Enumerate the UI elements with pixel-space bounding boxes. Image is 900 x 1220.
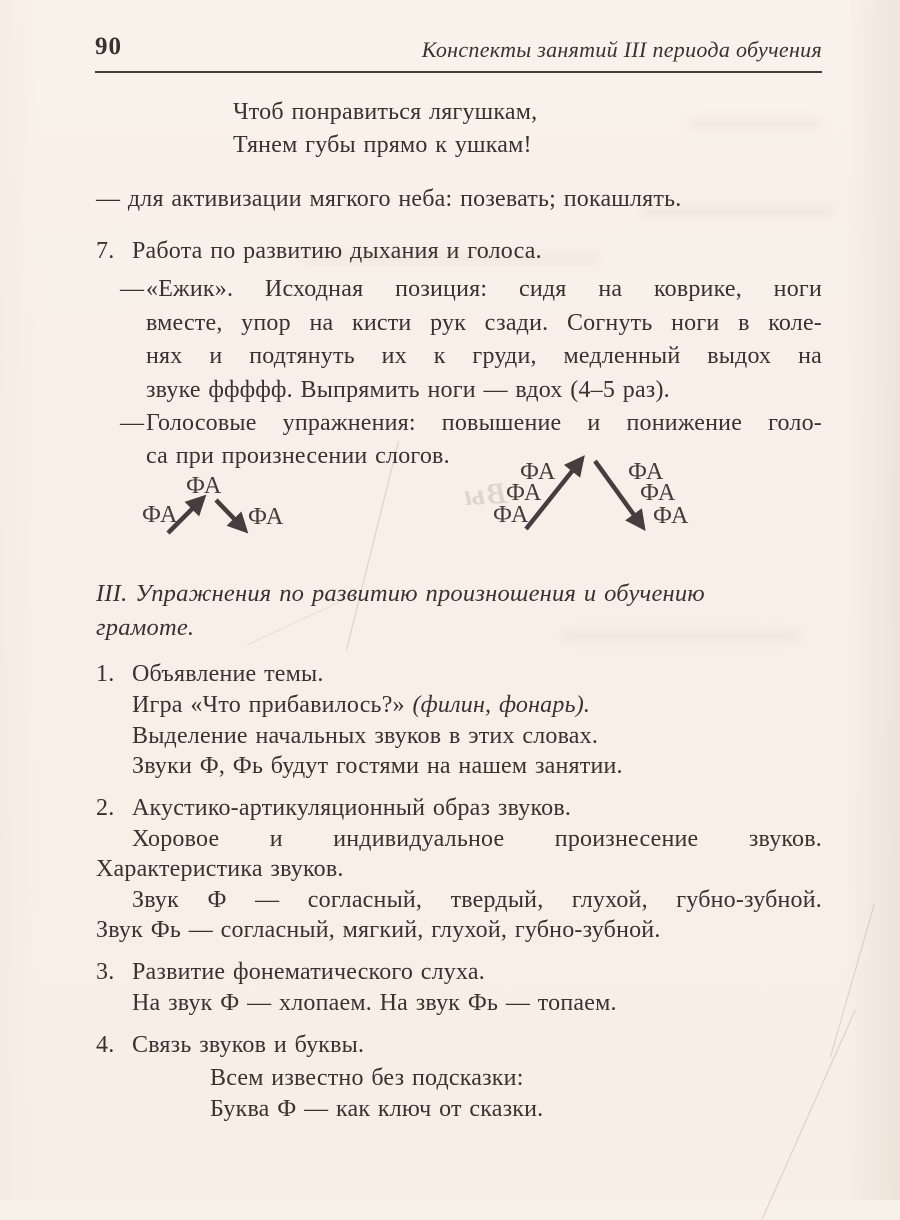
text-line: нях и подтянуть их к груди, медленный выдох на [146,343,822,369]
item-4-title [96,1032,822,1059]
text-line: Хоровое и индивидуальное произнесение звуков. [132,825,822,852]
text-line: вместе, упор на кисти рук сзади. Согнуть ноги в коле- [146,309,822,336]
running-title: Конспекты занятий III периода обучения [421,37,822,62]
item-number: 1. [96,661,115,687]
bleedthrough-smudge [690,118,820,130]
pitch-diagram [96,448,822,560]
page-number: 90 [95,33,122,60]
bleedthrough-text: Вы [461,476,508,513]
item-number: 2. [96,795,115,821]
fa-syllable: ФА [628,459,664,485]
text-line: Выделение начальных звуков в этих словах. [132,722,599,749]
text-line: звуке ффффф. Выпрямить ноги — вдох (4–5 раз). [146,376,670,403]
item-title: Акустико-артикуляционный образ звуков. [132,795,572,821]
text-line: Звук Фь — согласный, мягкий, глухой, губно-зубной. [96,917,661,944]
item-title: Развитие фонематического слуха. [132,959,485,985]
poem-line: Буква Ф — как ключ от сказки. [210,1096,544,1122]
game-words-italic: (филин, фонарь). [412,691,591,718]
fa-syllable: ФА [653,503,689,529]
fa-syllable: ФА [520,459,556,485]
item-2 [96,793,822,946]
text-line [96,690,822,721]
item-title: Работа по развитию дыхания и голоса. [132,238,542,264]
letter-poem [210,1063,543,1125]
fa-syllable: ФА [248,504,284,530]
poem-line: Чтоб понравиться лягушкам, [233,99,538,125]
text-line: Звук Ф — согласный, твердый, глухой, губно-зубной. [132,886,822,913]
item-number: 4. [96,1032,115,1058]
item-7-title [96,238,822,265]
fa-syllable: ФА [640,480,676,506]
text-line: Звуки Ф, Фь будут гостями на нашем занятии. [132,753,623,780]
item-3 [96,957,822,1019]
item-number: 7. [96,238,115,264]
item-1 [96,659,822,782]
poem-line: Тянем губы прямо к ушкам! [233,132,532,158]
text-line: са при произнесении слогов. [146,443,450,469]
fa-syllable: ФА [186,473,222,499]
heading-line: грамоте. [96,614,195,641]
fa-syllable: ФА [142,502,178,528]
articulation-poem [233,96,537,162]
paper-crease [830,903,875,1057]
item-title: Связь звуков и буквы. [132,1032,365,1058]
text-line: На звук Ф — хлопаем. На звук Фь — топаем. [132,990,617,1016]
item-7-hedgehog [96,273,822,407]
text-line: «Ежик». Исходная позиция: сидя на коврике, ноги [146,276,822,302]
item-number: 3. [96,959,115,985]
header-rule [95,71,822,73]
text-line: Голосовые упражнения: повышение и понижение голо- [146,410,822,436]
dash-marker: — [120,276,145,302]
poem-line: Всем известно без подсказки: [210,1065,524,1091]
fa-syllable: ФА [493,502,529,528]
soft-palate-item: — для активизации мягкого неба: позевать; покашлять. [96,186,682,212]
heading-line: III. Упражнения по развитию произношения и обучению [96,580,705,607]
game-text: Игра «Что прибавилось?» [132,691,413,718]
fa-syllable: ФА [506,480,542,506]
dash-marker: — [120,410,145,436]
item-title: Объявление темы. [132,661,324,687]
falling-arrow [216,500,244,529]
pitch-arrows [96,448,822,560]
section-heading [96,577,705,645]
text-line: Характеристика звуков. [96,856,344,883]
